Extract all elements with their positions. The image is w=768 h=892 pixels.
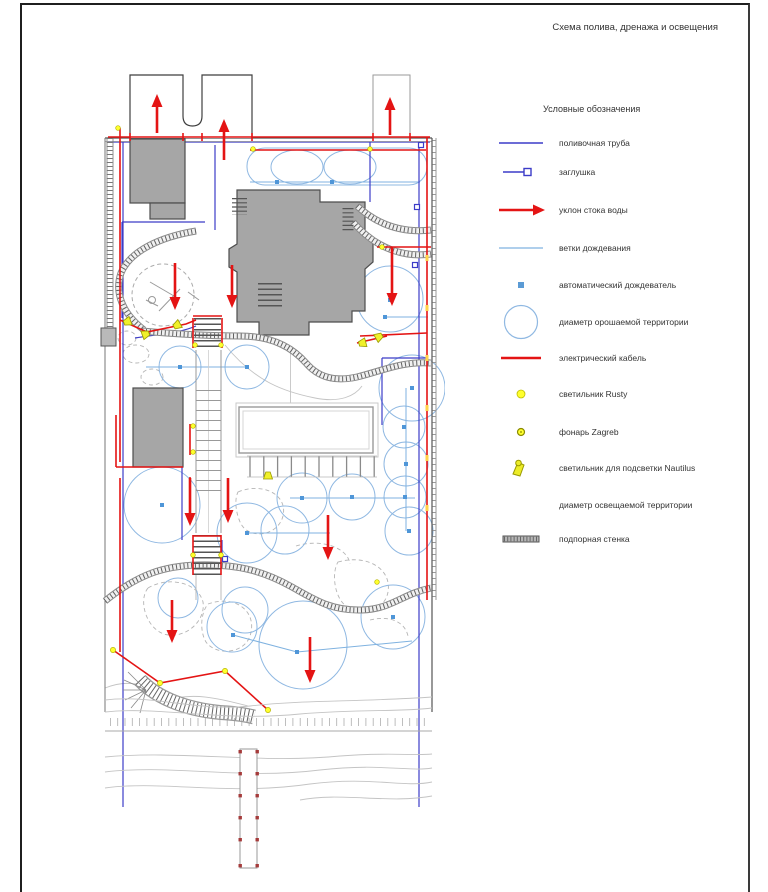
legend-item-label: диаметр освещаемой территории: [559, 500, 693, 510]
legend-item-label: уклон стока воды: [559, 205, 628, 215]
legend-item-irrigated: [497, 304, 688, 340]
legend-item-label: диаметр орошаемой территории: [559, 317, 689, 327]
legend-item-label: ветки дождевания: [559, 243, 631, 253]
legend-item-label: поливочная труба: [559, 138, 630, 148]
garage-footprint: [130, 139, 185, 219]
legend-item-label: электрический кабель: [559, 353, 647, 363]
legend-item-zagreb: [497, 414, 619, 450]
legend-item-nautilus: [497, 450, 695, 486]
legend-item-branch: [497, 230, 631, 266]
irrigated-icon: [497, 304, 545, 340]
legend-item-label: светильник для подсветки Nautilus: [559, 463, 696, 473]
pool: [236, 403, 378, 457]
illuminated-icon: [497, 487, 545, 523]
wall-icon: [497, 521, 545, 557]
legend-item-label: фонарь Zagreb: [559, 427, 619, 437]
legend-item-plug: [497, 154, 595, 190]
legend-item-label: автоматический дождеватель: [559, 280, 677, 290]
zagreb-icon: [497, 414, 545, 450]
outbuilding-footprint: [133, 388, 183, 467]
legend-item-cable: [497, 340, 646, 376]
site-plan: [95, 60, 445, 890]
plug-icon: [497, 154, 545, 190]
legend-item-sprinkler: [497, 267, 676, 303]
water-slope-arrows: [157, 97, 392, 680]
legend-item-wall: [497, 521, 630, 557]
rusty-icon: [497, 376, 545, 412]
legend-item-slope: [497, 192, 628, 228]
legend-item-illuminated: [497, 487, 692, 523]
playground: [132, 264, 199, 326]
legend-item-label: светильник Rusty: [559, 389, 628, 399]
shoreline: [105, 672, 432, 800]
slope-icon: [497, 192, 545, 228]
cable-icon: [497, 340, 545, 376]
legend-item-label: подпорная стенка: [559, 534, 630, 544]
page-title: Схема полива, дренажа и освещения: [552, 22, 718, 33]
legend-title: Условные обозначения: [543, 104, 641, 114]
legend-item-rusty: [497, 376, 627, 412]
pier: [239, 749, 259, 868]
sprinkler-icon: [497, 267, 545, 303]
nautilus-icon: [497, 450, 545, 486]
legend-item-label: заглушка: [559, 167, 596, 177]
house-footprint: [229, 190, 373, 335]
branch-icon: [497, 230, 545, 266]
